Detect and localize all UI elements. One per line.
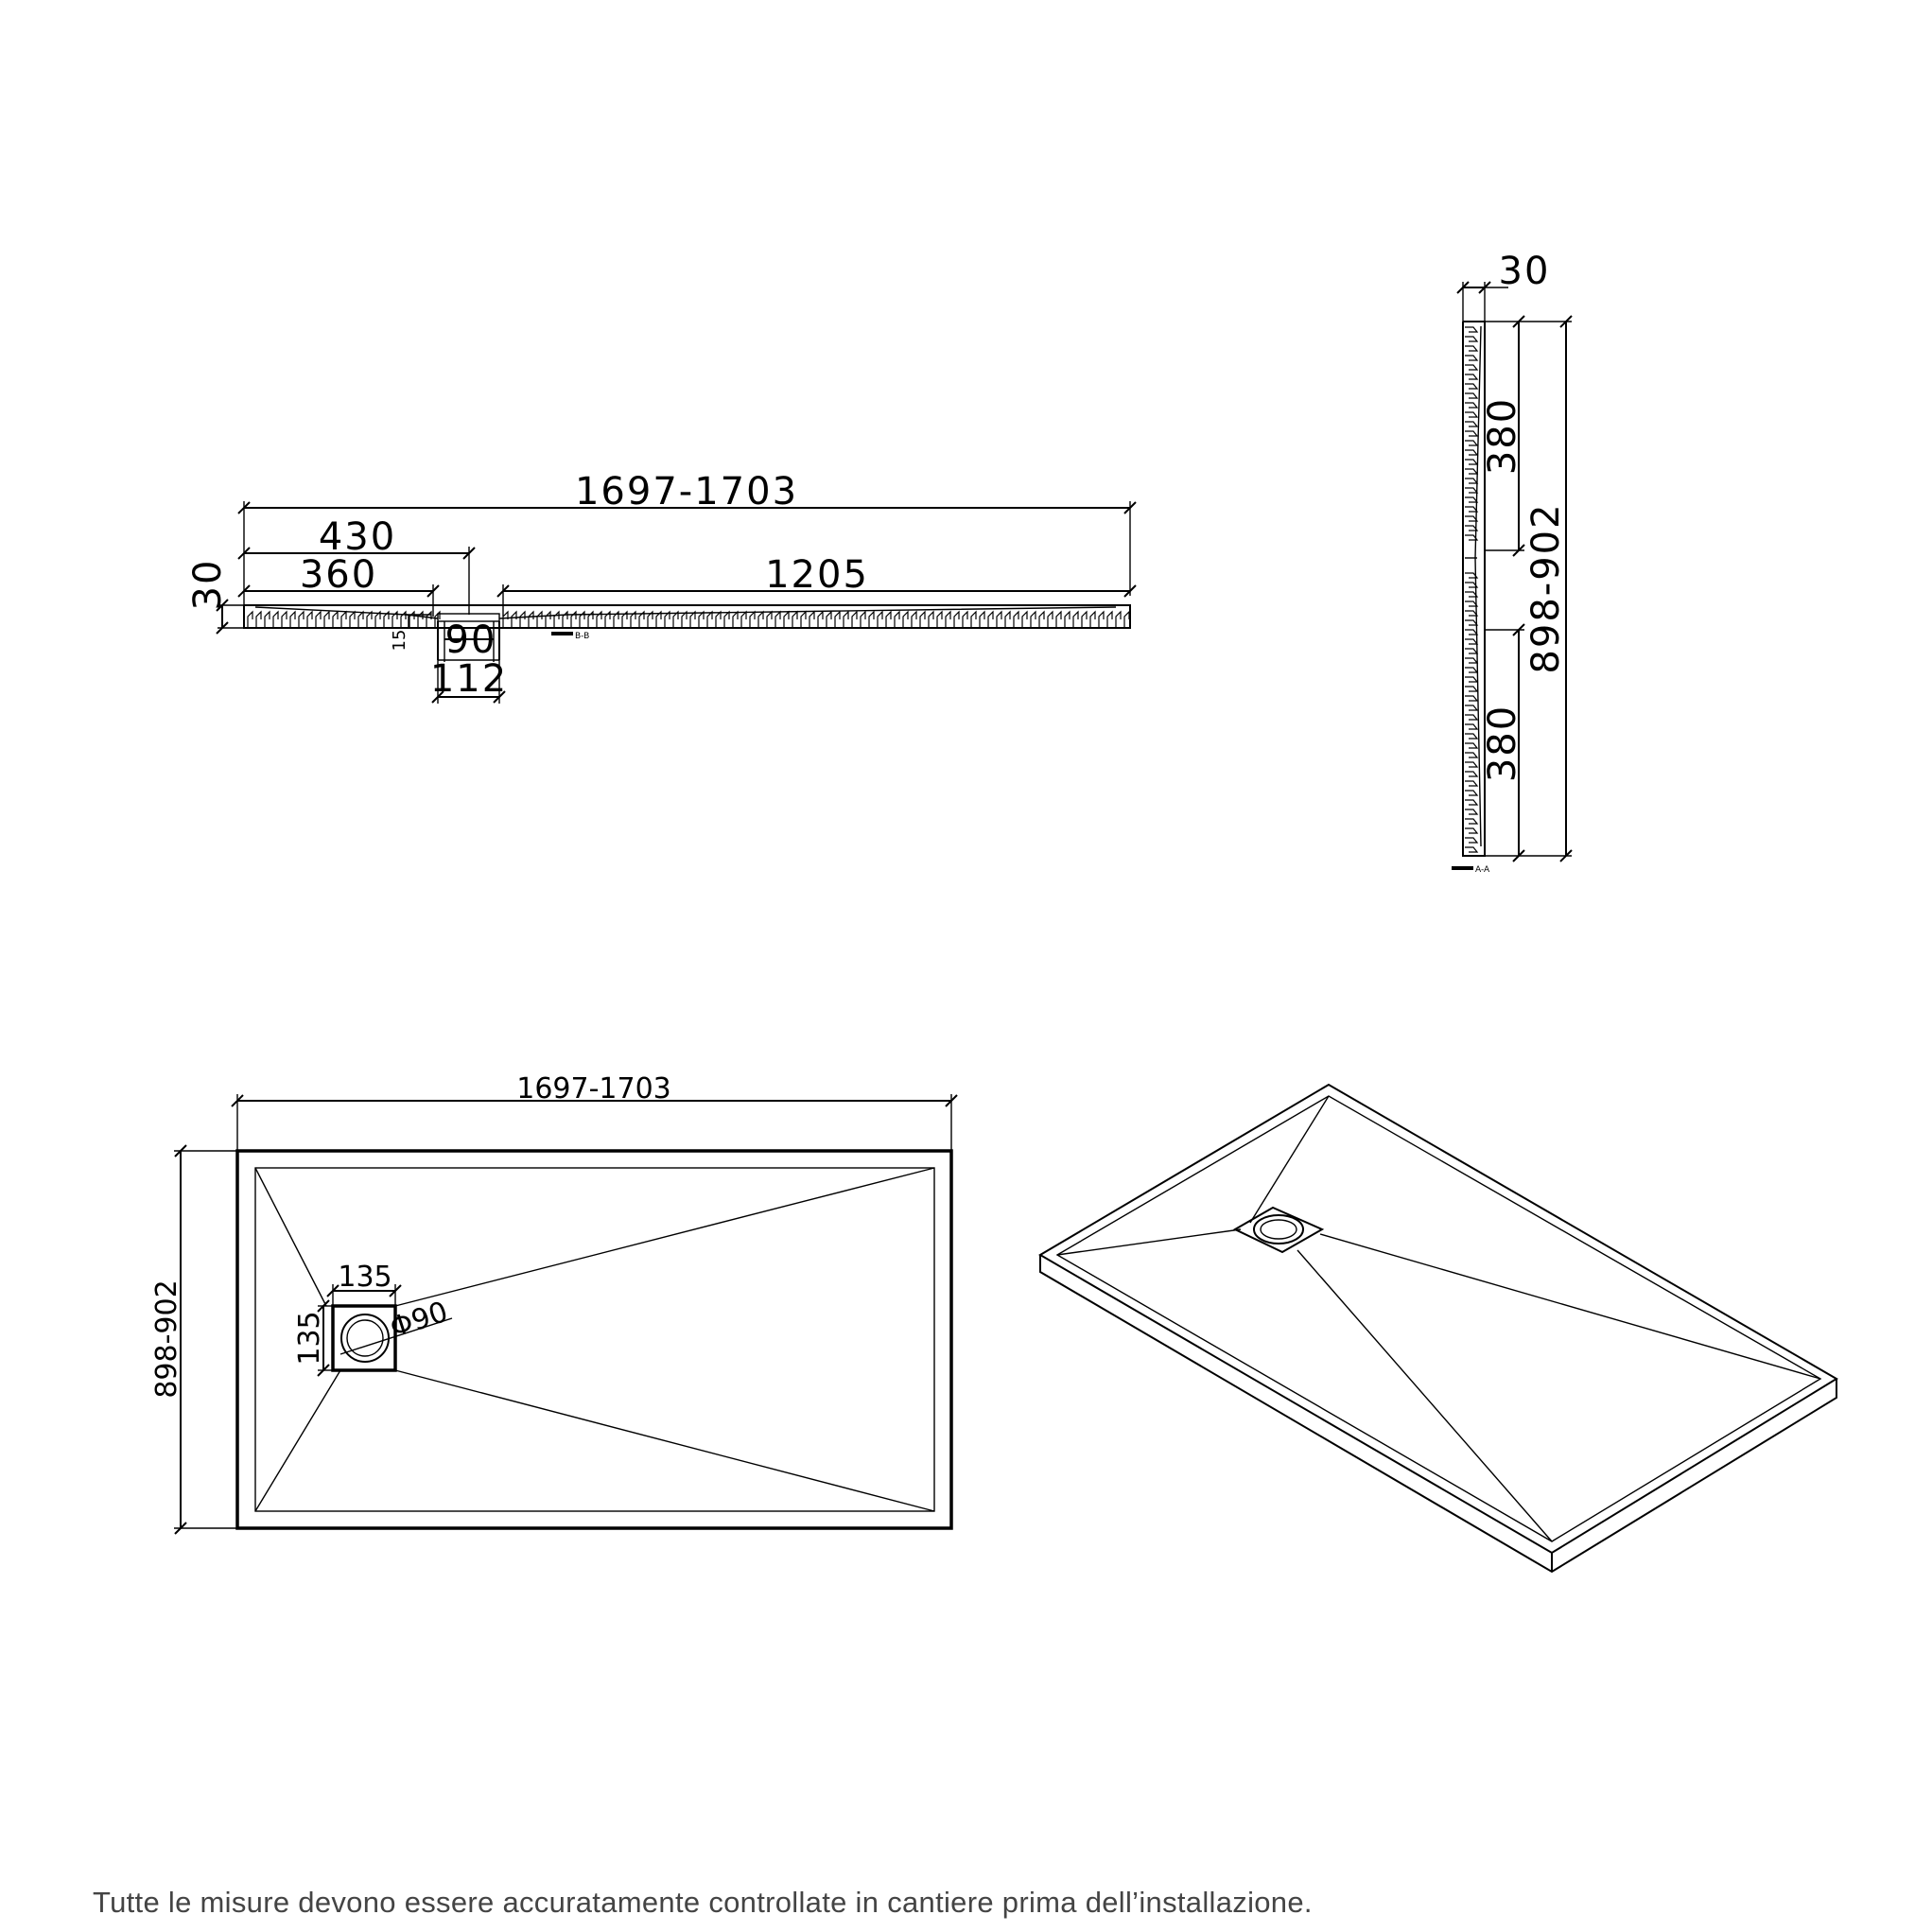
side-dim-lower — [1481, 624, 1524, 862]
side-dim-upper — [1481, 316, 1524, 556]
front-drain-offset: 430 — [318, 515, 397, 559]
top-drain-width: 135 — [338, 1261, 392, 1294]
top-width: 898-902 — [150, 1279, 183, 1399]
side-section-label: A-A — [1475, 865, 1490, 875]
side-thickness: 30 — [1498, 250, 1551, 293]
side-dim-thickness — [1457, 250, 1550, 322]
front-dim-1205 — [497, 553, 1136, 617]
top-dim-drain-w — [327, 1261, 401, 1306]
front-thickness: 30 — [186, 558, 230, 611]
iso-tray-outline — [1040, 1085, 1836, 1572]
installation-note: Tutte le misure devono essere accuratamente controllate in cantiere prima dell’installazione. — [93, 1886, 1313, 1919]
side-width: 898-902 — [1524, 502, 1568, 674]
front-dim-360 — [238, 553, 439, 617]
front-drain-depth: 15 — [390, 629, 409, 652]
front-drain-inner: 90 — [444, 618, 497, 662]
top-drain-height: 135 — [293, 1311, 326, 1366]
front-tray-body — [244, 605, 1130, 628]
front-left-slope: 360 — [299, 553, 378, 597]
front-section-label: B-B — [575, 632, 590, 641]
front-right-slope: 1205 — [765, 553, 869, 597]
side-lower-segment: 380 — [1481, 704, 1524, 783]
front-overall-length: 1697-1703 — [574, 470, 799, 513]
side-upper-segment: 380 — [1481, 396, 1524, 476]
isometric-view — [1040, 1085, 1836, 1572]
top-drain-diameter: Φ90 — [386, 1295, 452, 1346]
front-section-view — [186, 470, 1136, 704]
side-section-view — [1452, 250, 1572, 875]
top-dim-drain-h — [293, 1300, 333, 1376]
front-dim-drain-outer — [430, 657, 508, 704]
top-dim-width — [150, 1145, 237, 1534]
front-dim-drain-inner — [444, 618, 496, 662]
iso-drain — [1235, 1208, 1322, 1252]
front-dim-drain-depth — [390, 615, 431, 651]
top-plan-view — [150, 1072, 957, 1534]
front-section-tag — [551, 632, 589, 641]
top-tray-outline — [237, 1151, 951, 1528]
top-dim-length — [232, 1072, 957, 1151]
front-drain-outer: 112 — [429, 657, 509, 701]
side-section-tag — [1452, 865, 1490, 875]
top-length: 1697-1703 — [516, 1072, 671, 1105]
front-dim-thickness — [186, 559, 244, 634]
